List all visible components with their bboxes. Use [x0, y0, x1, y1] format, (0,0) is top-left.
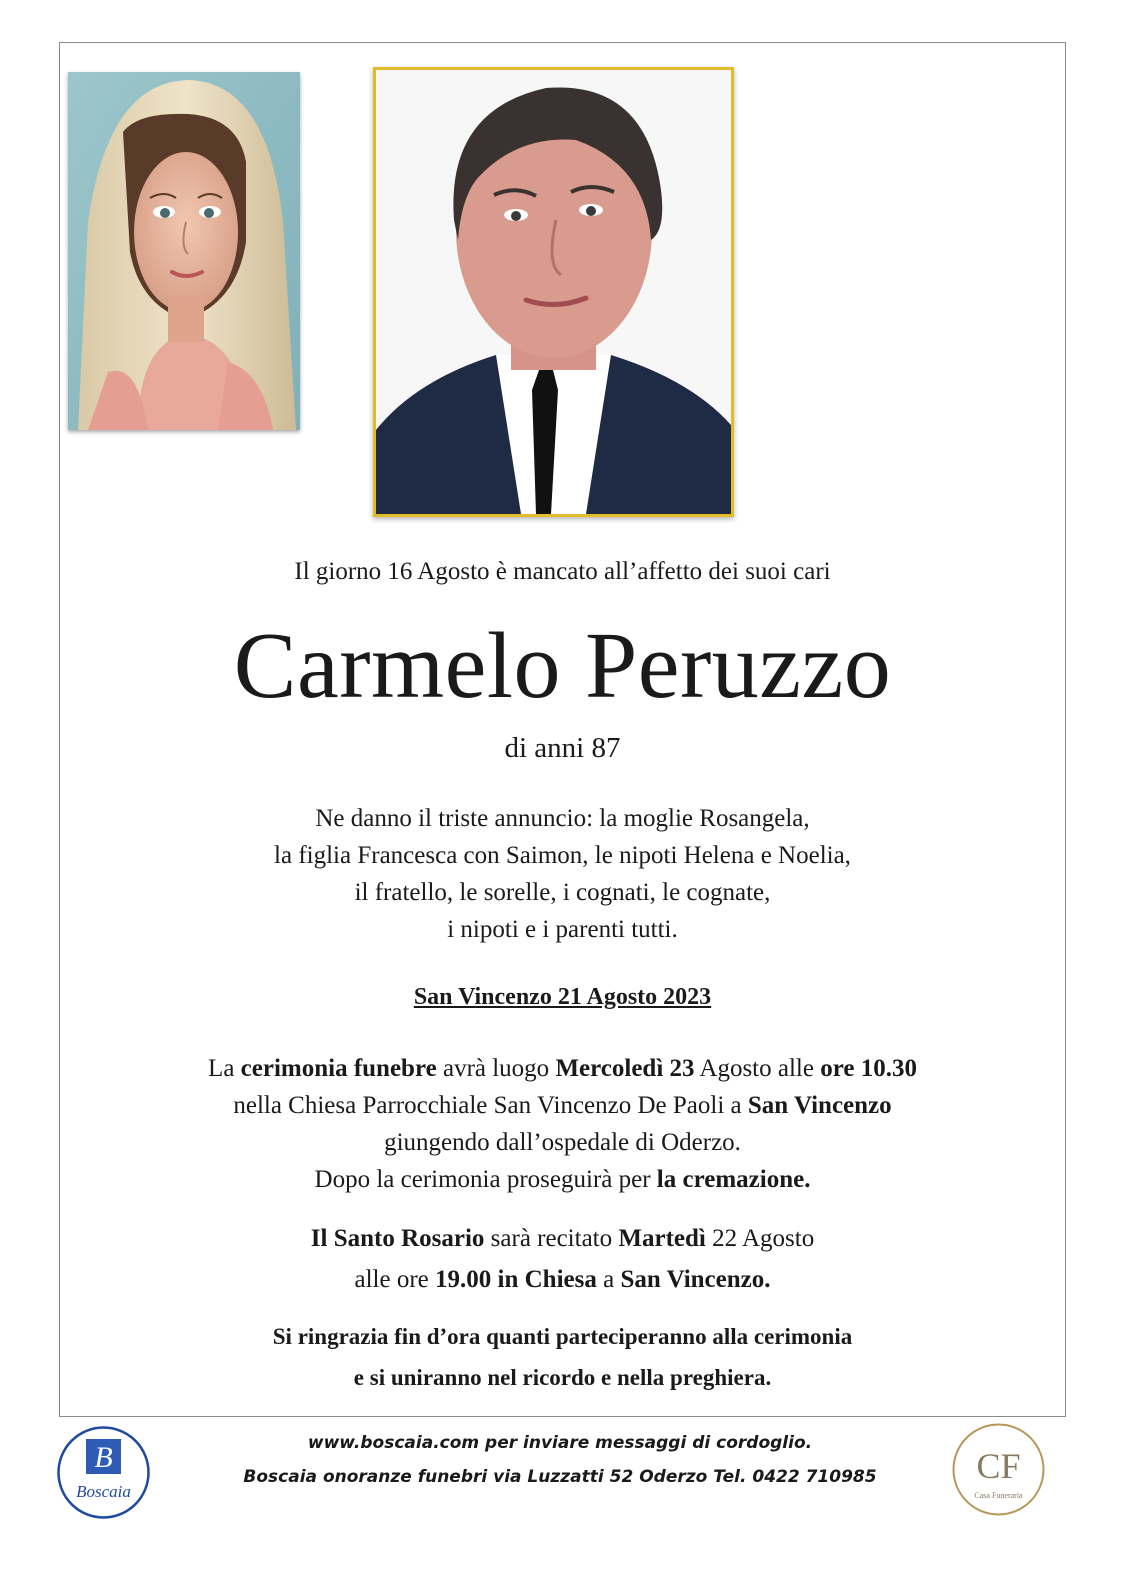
footer-website: www.boscaia.com per inviare messaggi di cordoglio.	[307, 1433, 813, 1453]
age-text: di anni 87	[504, 732, 621, 764]
footer-address: Boscaia onoranze funebri via Luzzatti 52 Oderzo Tel. 0422 710985	[243, 1467, 877, 1487]
text-run: a	[596, 1266, 621, 1293]
mourners-line: la figlia Francesca con Saimon, le nipoti Helena e Noelia,	[274, 842, 851, 869]
ceremony-block	[59, 1050, 1066, 1198]
thanks-block	[59, 1316, 1066, 1398]
text-run: 22 Agosto	[705, 1225, 815, 1252]
text-run: La	[208, 1055, 241, 1082]
text-run: alle ore	[354, 1266, 436, 1293]
text-run-bold: cerimonia funebre	[240, 1055, 437, 1082]
mourners-block	[59, 800, 1066, 948]
casa-funeraria-logo	[951, 1422, 1046, 1517]
text-run-bold: San Vincenzo.	[620, 1266, 771, 1293]
cf-monogram: CF	[976, 1446, 1021, 1486]
text-run-bold: 19.00 in Chiesa	[435, 1266, 597, 1293]
mourners-line: i nipoti e i parenti tutti.	[447, 916, 678, 943]
ceremony-line-1	[59, 1050, 1066, 1087]
text-run: Dopo la cerimonia proseguirà per	[314, 1166, 657, 1193]
mourners-line: Ne danno il triste annuncio: la moglie Rosangela,	[315, 805, 810, 832]
text-run: sarà recitato	[484, 1225, 619, 1252]
rosary-line-1	[59, 1218, 1066, 1259]
boscaia-wordmark: Boscaia	[76, 1482, 131, 1501]
place-date: San Vincenzo 21 Agosto 2023	[413, 984, 712, 1010]
ceremony-line-4	[59, 1161, 1066, 1198]
intro-text: Il giorno 16 Agosto è mancato all’affetto dei suoi cari	[294, 558, 831, 585]
text-run-bold: Mercoledì 23	[555, 1055, 695, 1082]
text-run-bold: Il Santo Rosario	[310, 1225, 485, 1252]
ceremony-line-2	[59, 1087, 1066, 1124]
cf-wordmark: Casa Funeraria	[974, 1491, 1023, 1500]
text-run-bold: San Vincenzo	[747, 1092, 892, 1119]
text-run: avrà luogo	[436, 1055, 556, 1082]
text-run-bold: ore 10.30	[820, 1055, 917, 1082]
rosary-block	[59, 1218, 1066, 1300]
thanks-line: e si uniranno nel ricordo e nella preghiera.	[353, 1365, 772, 1390]
text-run: nella Chiesa Parrocchiale San Vincenzo De Paoli a	[233, 1092, 748, 1119]
deceased-name: Carmelo Peruzzo	[233, 614, 892, 718]
text-run-bold: Martedì	[618, 1225, 706, 1252]
boscaia-logo	[56, 1425, 151, 1520]
mourners-line: il fratello, le sorelle, i cognati, le cognate,	[354, 879, 771, 906]
madonna-image	[68, 72, 300, 430]
text-run-bold: la cremazione.	[656, 1166, 811, 1193]
text-run: Agosto alle	[694, 1055, 821, 1082]
ceremony-line-3: giungendo dall’ospedale di Oderzo.	[384, 1129, 741, 1156]
boscaia-monogram: B	[94, 1441, 113, 1474]
thanks-line: Si ringrazia fin d’ora quanti parteciperanno alla cerimonia	[272, 1324, 853, 1349]
rosary-line-2	[59, 1259, 1066, 1300]
deceased-portrait	[373, 67, 734, 517]
